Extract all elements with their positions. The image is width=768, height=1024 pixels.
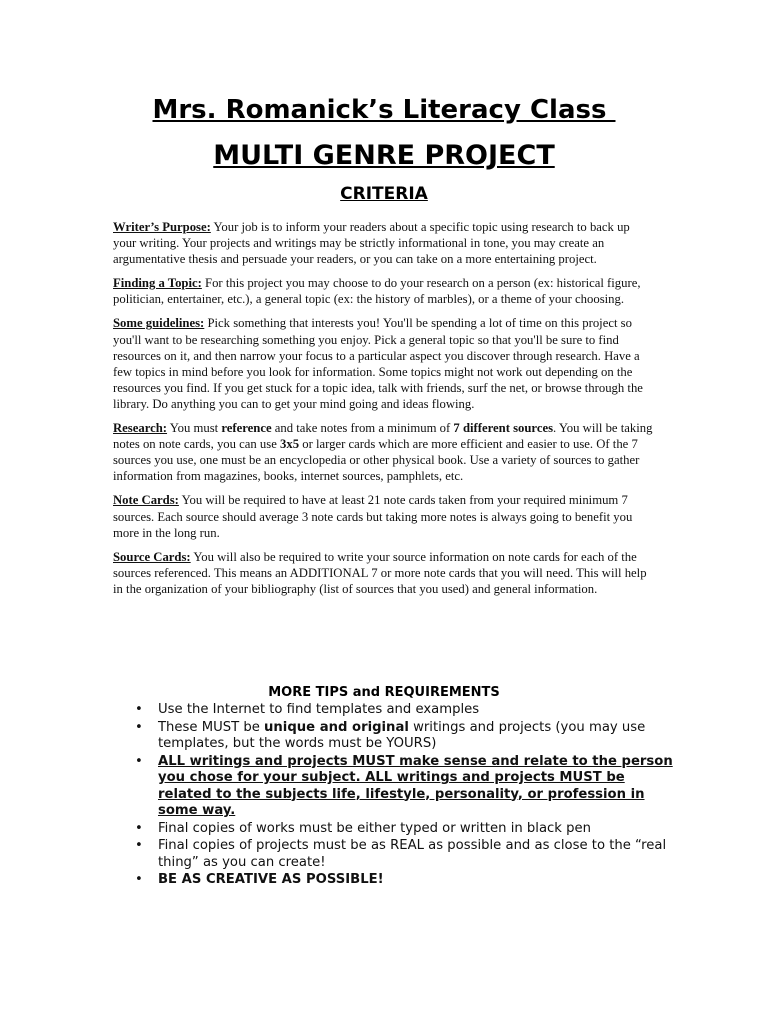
tips-heading: MORE TIPS and REQUIREMENTS <box>268 685 500 700</box>
topic-text: For this project you may choose to do your research on a person (ex: historical figure, politician, entertainer, etc.), a general topic (ex: the history of marbles), or a theme of your choosing. <box>113 276 641 307</box>
criteria-body <box>113 219 653 605</box>
tips-list <box>135 702 675 890</box>
research-emphasis-reference: reference <box>221 421 272 436</box>
tip-item <box>135 821 675 838</box>
research-text-1: You must <box>167 421 222 436</box>
bullet-icon: • <box>135 702 143 717</box>
tip-text-a: These MUST be <box>158 719 265 735</box>
research-text-2: and take notes from a minimum of <box>271 421 454 436</box>
guidelines-label: Some guidelines: <box>113 316 205 331</box>
tip-text: Use the Internet to find templates and examples <box>158 702 480 717</box>
research-paragraph <box>113 420 653 484</box>
notecards-paragraph <box>113 492 653 540</box>
tip-text: Final copies of projects must be as REAL as possible and as close to the “real thing” as you can create! <box>158 838 667 870</box>
tip-item <box>135 872 675 889</box>
bullet-icon: • <box>135 719 143 735</box>
research-text-3: . You will be taking notes on note cards, you can use <box>113 421 653 452</box>
bullet-icon: • <box>135 838 143 853</box>
sourcecards-text: You will also be required to write your source information on note cards for each of the sources referenced. This means an ADDITIONAL 7 or more note cards that you will need. This will help in the organization of your bibliography (list of sources that you used) and general information. <box>113 549 647 596</box>
notecards-label: Note Cards: <box>113 493 179 508</box>
bullet-icon: • <box>135 872 143 887</box>
bullet-icon: • <box>135 753 143 769</box>
tip-item <box>135 720 675 753</box>
research-label: Research: <box>113 421 168 436</box>
purpose-text: Your job is to inform your readers about a specific topic using research to back up your writing. Your projects and writings may be strictly informational in tone, you may create an argumentative thesis and persuade your readers, or you can take on a more entertaining project. <box>113 220 630 267</box>
tip-item <box>135 754 675 820</box>
tip-text-c: writings and projects (you may use templates, but the words must be YOURS) <box>158 719 646 751</box>
topic-label: Finding a Topic: <box>113 276 202 291</box>
sourcecards-paragraph <box>113 549 653 597</box>
guidelines-text: Pick something that interests you! You'll be spending a lot of time on this project so you'll want to be researching something you enjoy. Pick a general topic so that you'll be sure to find resources on it, and then narrow your focus to a particular aspect you discover through research. Have a few topics in mind before you look for information. Some topics might not work out depending on the resources you find. If you get stuck for a topic idea, talk with friends, surf the net, or browse through the library. Do anything you can to get your mind going and ideas flowing. <box>113 316 643 411</box>
bullet-icon: • <box>135 820 143 836</box>
guidelines-paragraph <box>113 315 653 412</box>
notecards-text: You will be required to have at least 21 note cards taken from your required minimum 7 sources. Each source should average 3 note cards but taking more notes is always going to benefit you more in the long run. <box>113 493 633 540</box>
tip-text-requirement: ALL writings and projects MUST make sense and relate to the person you chose for your subject. ALL writings and projects MUST be related to the subjects life, lifestyle, personality, or profession in some way. <box>158 753 673 818</box>
page-title: Mrs. Romanick’s Literacy Class <box>152 95 616 125</box>
tip-text-creative: BE AS CREATIVE AS POSSIBLE! <box>158 872 384 887</box>
research-emphasis-card-size: 3x5 <box>280 437 300 452</box>
project-title: MULTI GENRE PROJECT <box>213 140 555 171</box>
criteria-heading: CRITERIA <box>340 184 428 204</box>
purpose-label: Writer’s Purpose: <box>113 220 211 234</box>
sourcecards-label: Source Cards: <box>113 549 191 564</box>
purpose-paragraph <box>113 219 653 267</box>
topic-paragraph <box>113 275 653 307</box>
tip-text: Final copies of works must be either typed or written in black pen <box>158 820 591 836</box>
research-emphasis-sources: 7 different sources <box>453 421 554 436</box>
tip-item <box>135 702 675 719</box>
tip-emphasis: unique and original <box>264 719 409 735</box>
research-text-4: or larger cards which are more efficient and easier to use. Of the 7 sources you use, one must be an encyclopedia or other physical book. Use a variety of sources to gather information from magazines, books, internet sources, pamphlets, etc. <box>113 437 640 484</box>
tip-item <box>135 838 675 871</box>
